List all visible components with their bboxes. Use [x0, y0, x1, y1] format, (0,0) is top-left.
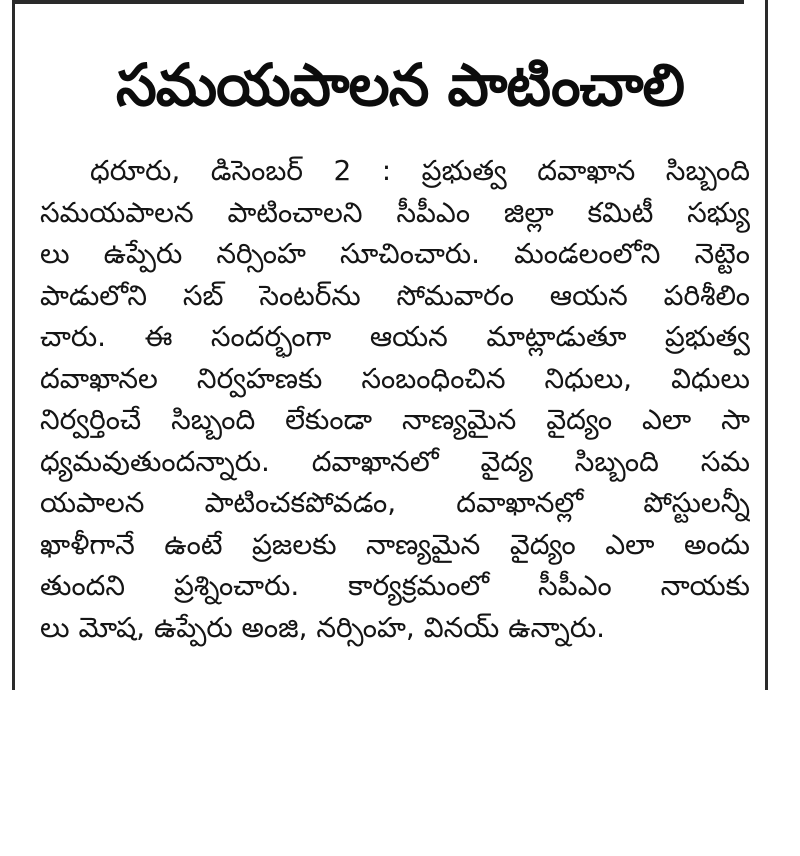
article-line: ధ్యమవుతుందన్నారు. దవాఖానలో వైద్య సిబ్బంది సమ	[40, 444, 750, 478]
article-line: తుందని ప్రశ్నించారు. కార్యక్రమంలో సీపీఎం నాయకు	[40, 569, 750, 602]
article-line: లు మోష, ఉప్పేరు అంజి, నర్సింహ, వినయ్ ఉన్నారు.	[40, 610, 606, 644]
article-line: ఖాళీగానే ఉంటే ప్రజలకు నాణ్యమైన వైద్యం ఎలా అందు	[40, 527, 750, 561]
article-line: నిర్వర్తించే సిబ్బంది లేకుండా నాణ్యమైన వైద్యం ఎలా సా	[40, 403, 750, 436]
article-line: యపాలన పాటించకపోవడం, దవాఖానల్లో పోస్టులన్నీ	[40, 486, 750, 519]
article-line: దవాఖానల నిర్వహణకు సంబంధించిన నిధులు, విధులు	[40, 361, 750, 395]
right-column-rule	[765, 0, 768, 690]
article-line: చారు. ఈ సందర్భంగా ఆయన మాట్లాడుతూ ప్రభుత్వ	[40, 320, 750, 353]
left-column-rule	[12, 0, 15, 690]
article-body	[40, 150, 750, 648]
top-column-rule	[14, 0, 744, 4]
article-line: సమయపాలన పాటించాలని సీపీఎం జిల్లా కమిటీ సభ్యు	[40, 195, 750, 229]
article-line: పాడులోని సబ్ సెంటర్‌ను సోమవారం ఆయన పరిశీలిం	[40, 278, 750, 312]
article-line: లు ఉప్పేరు నర్సింహ సూచించారు. మండలంలోని నెట్టెం	[40, 237, 750, 270]
article-line: ధరూరు, డిసెంబర్ 2 : ప్రభుత్వ దవాఖాన సిబ్బంది	[90, 154, 750, 187]
article-headline: సమయపాలన పాటించాలి	[116, 51, 684, 119]
